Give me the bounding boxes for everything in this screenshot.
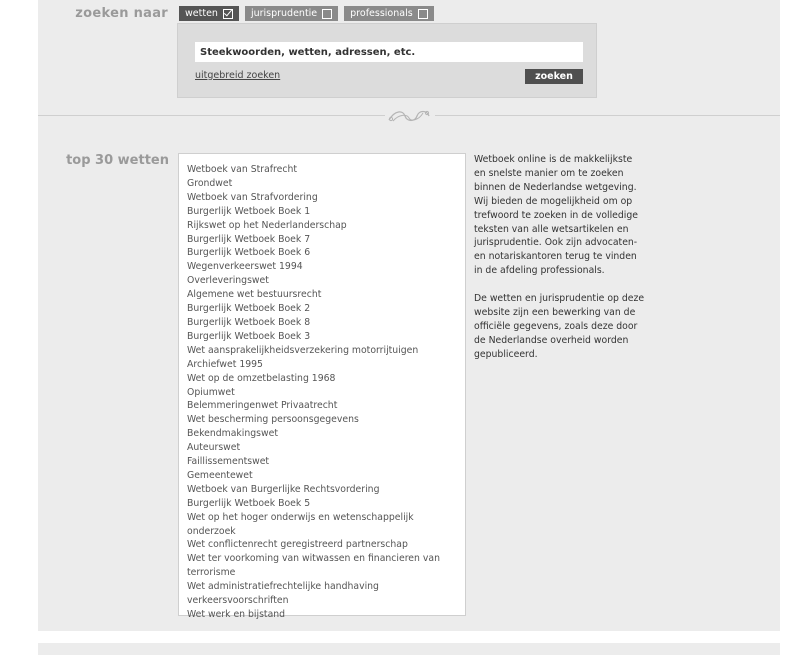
law-list-item[interactable]: Burgerlijk Wetboek Boek 2 <box>187 303 311 315</box>
law-list-item[interactable]: Belemmeringenwet Privaatrecht <box>187 400 338 412</box>
law-list-item[interactable]: Opiumwet <box>187 386 235 398</box>
law-list-item[interactable]: Overleveringswet <box>187 275 269 287</box>
advanced-search-link[interactable]: uitgebreid zoeken <box>195 70 281 81</box>
law-list-item[interactable]: Wet op de omzetbelasting 1968 <box>187 372 336 384</box>
law-list-item[interactable]: Rijkswet op het Nederlanderschap <box>187 219 347 231</box>
search-label: zoeken naar <box>75 6 168 21</box>
search-button[interactable]: zoeken <box>525 69 583 84</box>
footer-strip <box>38 643 780 655</box>
checkbox-checked-icon[interactable] <box>223 9 233 19</box>
description-paragraph: De wetten en jurisprudentie op deze website zijn een bewerking van de officiële gegevens, zoals deze door de Nederlandse overheid worden gepubliceerd. <box>474 293 645 360</box>
checkbox-icon[interactable] <box>322 9 332 19</box>
site-description <box>474 153 646 376</box>
law-list-item[interactable]: Burgerlijk Wetboek Boek 1 <box>187 205 311 217</box>
tab-jurisprudentie-label: jurisprudentie <box>250 8 318 19</box>
law-list-item[interactable]: Faillissementswet <box>187 456 270 468</box>
law-list-item[interactable]: Grondwet <box>187 177 233 189</box>
top-laws-title: top 30 wetten <box>66 153 169 168</box>
law-list-item[interactable]: Wet conflictenrecht geregistreerd partnerschap <box>187 539 408 551</box>
law-list-item[interactable]: Gemeentewet <box>187 469 253 481</box>
flourish-ornament-icon <box>385 106 433 126</box>
tab-wetten[interactable] <box>179 6 239 21</box>
tab-professionals-label: professionals <box>350 8 413 19</box>
checkbox-icon[interactable] <box>418 9 428 19</box>
law-list-item[interactable]: Archiefwet 1995 <box>187 358 263 370</box>
divider-left <box>38 115 385 116</box>
law-list-item[interactable]: Wet aansprakelijkheidsverzekering motorrijtuigen <box>187 344 419 356</box>
law-list-item[interactable]: Burgerlijk Wetboek Boek 6 <box>187 247 311 259</box>
law-list-item[interactable]: Wet administratiefrechtelijke handhaving verkeersvoorschriften <box>187 581 379 607</box>
law-list-item[interactable]: Wetboek van Strafrecht <box>187 164 298 175</box>
search-tabs <box>179 6 434 21</box>
law-list-item[interactable]: Wet bescherming persoonsgegevens <box>187 414 359 426</box>
description-paragraph: Wetboek online is de makkelijkste en snelste manier om te zoeken binnen de Nederlandse wetgeving. Wij bieden de mogelijkheid om op trefwoord te zoeken in de volledige teksten van alle wetsartikelen en jurisprudentie. Ook zijn advocaten- en notariskantoren terug te vinden in de afdeling professionals. <box>474 154 639 277</box>
tab-wetten-label: wetten <box>185 8 218 19</box>
law-list-item[interactable]: Wet werk en bijstand <box>187 609 286 620</box>
top-laws-list <box>178 153 466 620</box>
tab-jurisprudentie[interactable] <box>245 6 338 21</box>
law-list-item[interactable]: Auteurswet <box>187 442 241 454</box>
law-list-item[interactable]: Algemene wet bestuursrecht <box>187 289 322 301</box>
law-list-item[interactable]: Burgerlijk Wetboek Boek 7 <box>187 233 311 245</box>
law-list-item[interactable]: Burgerlijk Wetboek Boek 5 <box>187 497 311 509</box>
law-list-item[interactable]: Bekendmakingswet <box>187 428 278 440</box>
tab-professionals[interactable] <box>344 6 434 21</box>
divider-right <box>435 115 780 116</box>
law-list-item[interactable]: Burgerlijk Wetboek Boek 8 <box>187 316 311 328</box>
search-input[interactable] <box>195 42 583 62</box>
law-list-item[interactable]: Burgerlijk Wetboek Boek 3 <box>187 330 311 342</box>
search-box <box>177 23 597 98</box>
law-list-item[interactable]: Wetboek van Strafvordering <box>187 191 318 203</box>
law-list-item[interactable]: Wet op het hoger onderwijs en wetenschappelijk onderzoek <box>187 511 414 537</box>
law-list-item[interactable]: Wegenverkeerswet 1994 <box>187 261 303 273</box>
law-list-item[interactable]: Wet ter voorkoming van witwassen en financieren van terrorisme <box>187 553 440 579</box>
law-list-item[interactable]: Wetboek van Burgerlijke Rechtsvordering <box>187 483 380 495</box>
